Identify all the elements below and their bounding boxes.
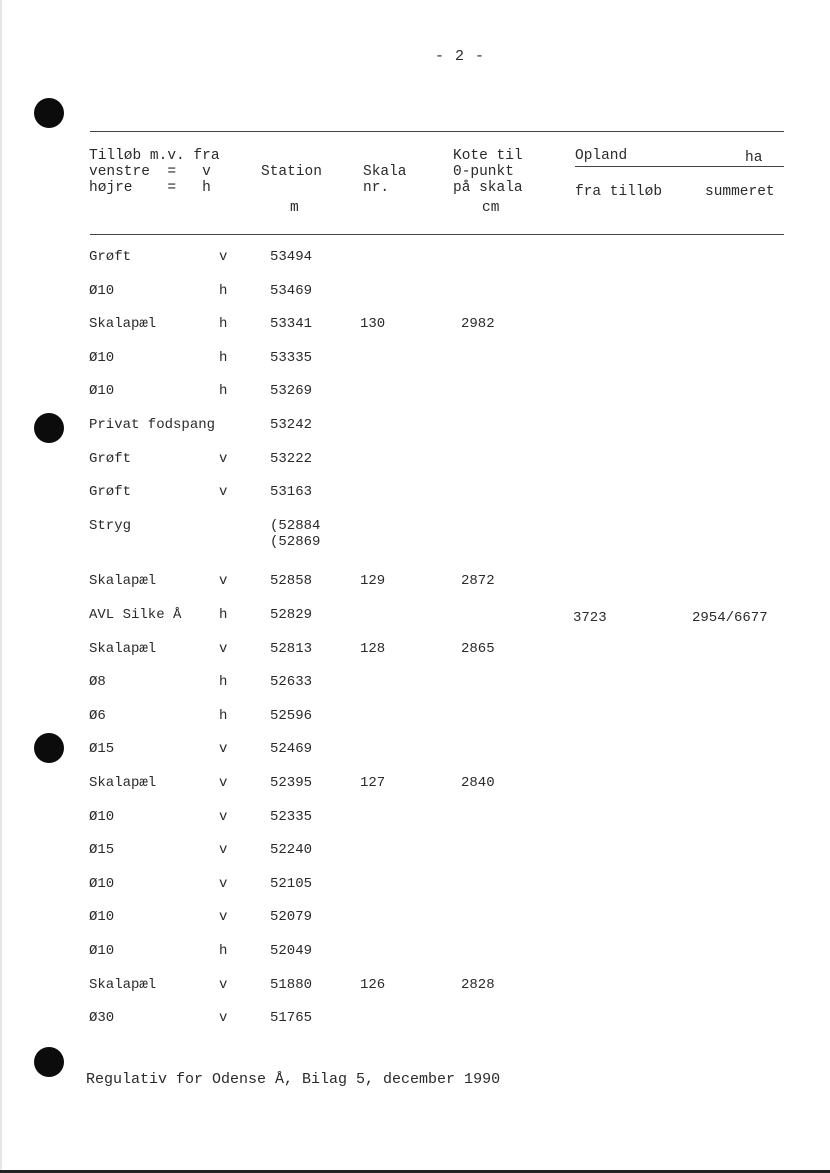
header-inlet-line3: højre = h [89,180,211,196]
row-station: 52105 [270,875,313,892]
row-name: Ø30 [89,1010,115,1027]
row-name: Skalapæl [89,573,157,590]
row-opland: 3723 [573,610,607,626]
row-side: h [219,707,228,724]
row-station: 52596 [270,707,313,724]
punch-hole [34,1047,64,1077]
header-inlet-line1: Tilløb m.v. fra [89,148,220,164]
row-name: Skalapæl [89,775,157,791]
header-opland-underline [575,166,784,167]
row-side: v [219,775,228,791]
row-side: h [219,282,228,299]
row-name: Ø6 [89,707,106,724]
row-summed: 2954/6677 [692,610,768,626]
row-name: Ø10 [89,349,115,366]
row-side: v [219,741,228,758]
table-top-rule [90,131,784,132]
header-scale-line1: Skala [363,164,407,180]
row-station: 52829 [270,607,313,623]
row-station: 52395 [270,775,313,791]
header-opland: Opland [575,148,628,164]
punch-hole [34,98,64,128]
row-station: (52884 (52869 [270,517,321,550]
row-scale: 128 [360,640,386,657]
row-station: 52469 [270,741,313,758]
row-kote: 2840 [461,775,495,791]
header-kote-unit: cm [482,200,500,216]
row-station: 52049 [270,943,313,959]
row-side: h [219,607,228,623]
row-side: v [219,249,228,265]
row-side: v [219,1010,228,1027]
table-header-rule [90,234,784,235]
header-station: Station [261,164,322,180]
row-name: Ø10 [89,875,115,892]
row-scale: 130 [360,316,386,333]
row-name: Skalapæl [89,316,157,333]
row-name: Grøft [89,450,132,467]
row-kote: 2865 [461,640,495,657]
row-station: 52813 [270,640,313,657]
header-ha: ha [745,150,763,166]
row-station: 53163 [270,484,313,501]
row-station: 52335 [270,808,313,825]
header-station-unit: m [290,200,299,216]
row-side: h [219,383,228,400]
row-side: v [219,976,228,993]
row-station: 53335 [270,349,313,366]
row-side: v [219,573,228,590]
header-kote-line2: 0-punkt [453,164,514,180]
row-name: Grøft [89,484,132,501]
row-scale: 129 [360,573,386,590]
header-summed: summeret [705,184,775,200]
row-side: v [219,842,228,859]
row-name: Ø15 [89,842,115,859]
row-name: Ø10 [89,808,115,825]
header-kote-line1: Kote til [453,148,523,164]
row-station: 53341 [270,316,313,333]
row-name: Skalapæl [89,640,157,657]
row-kote: 2828 [461,976,495,993]
row-scale: 126 [360,976,386,993]
row-name: Ø10 [89,943,115,959]
row-station: 52079 [270,909,313,926]
row-station: 51765 [270,1010,313,1027]
row-name: AVL Silke Å [89,607,182,623]
row-name: Ø10 [89,282,115,299]
row-name: Ø10 [89,909,115,926]
row-station: 51880 [270,976,313,993]
row-side: v [219,640,228,657]
row-side: v [219,450,228,467]
header-inlet-line2: venstre = v [89,164,211,180]
row-name: Privat fodspang [89,417,216,433]
page-number: - 2 - [434,48,485,65]
row-station: 53222 [270,450,313,467]
row-side: v [219,875,228,892]
row-side: v [219,484,228,501]
row-station: 53469 [270,282,313,299]
row-side: h [219,316,228,333]
row-name: Ø15 [89,741,115,758]
row-name: Ø10 [89,383,115,400]
row-side: v [219,909,228,926]
header-kote-line3: på skala [453,180,523,196]
row-side: v [219,808,228,825]
row-name: Grøft [89,249,132,265]
row-station: 52858 [270,573,313,590]
punch-hole [34,413,64,443]
row-name: Skalapæl [89,976,157,993]
punch-hole [34,733,64,763]
row-station: 53494 [270,249,313,265]
row-side: h [219,349,228,366]
row-scale: 127 [360,775,386,791]
scan-edge [0,0,2,1173]
row-side: h [219,943,228,959]
row-side: h [219,674,228,691]
header-from-inlet: fra tilløb [575,184,663,200]
row-kote: 2982 [461,316,495,333]
row-station: 53269 [270,383,313,400]
header-scale-line2: nr. [363,180,390,196]
row-station: 52633 [270,674,313,691]
row-name: Ø8 [89,674,106,691]
row-kote: 2872 [461,573,495,590]
row-name: Stryg [89,517,132,534]
row-station: 52240 [270,842,313,859]
row-station: 53242 [270,417,313,433]
document-footer: Regulativ for Odense Å, Bilag 5, december 1990 [86,1071,501,1088]
